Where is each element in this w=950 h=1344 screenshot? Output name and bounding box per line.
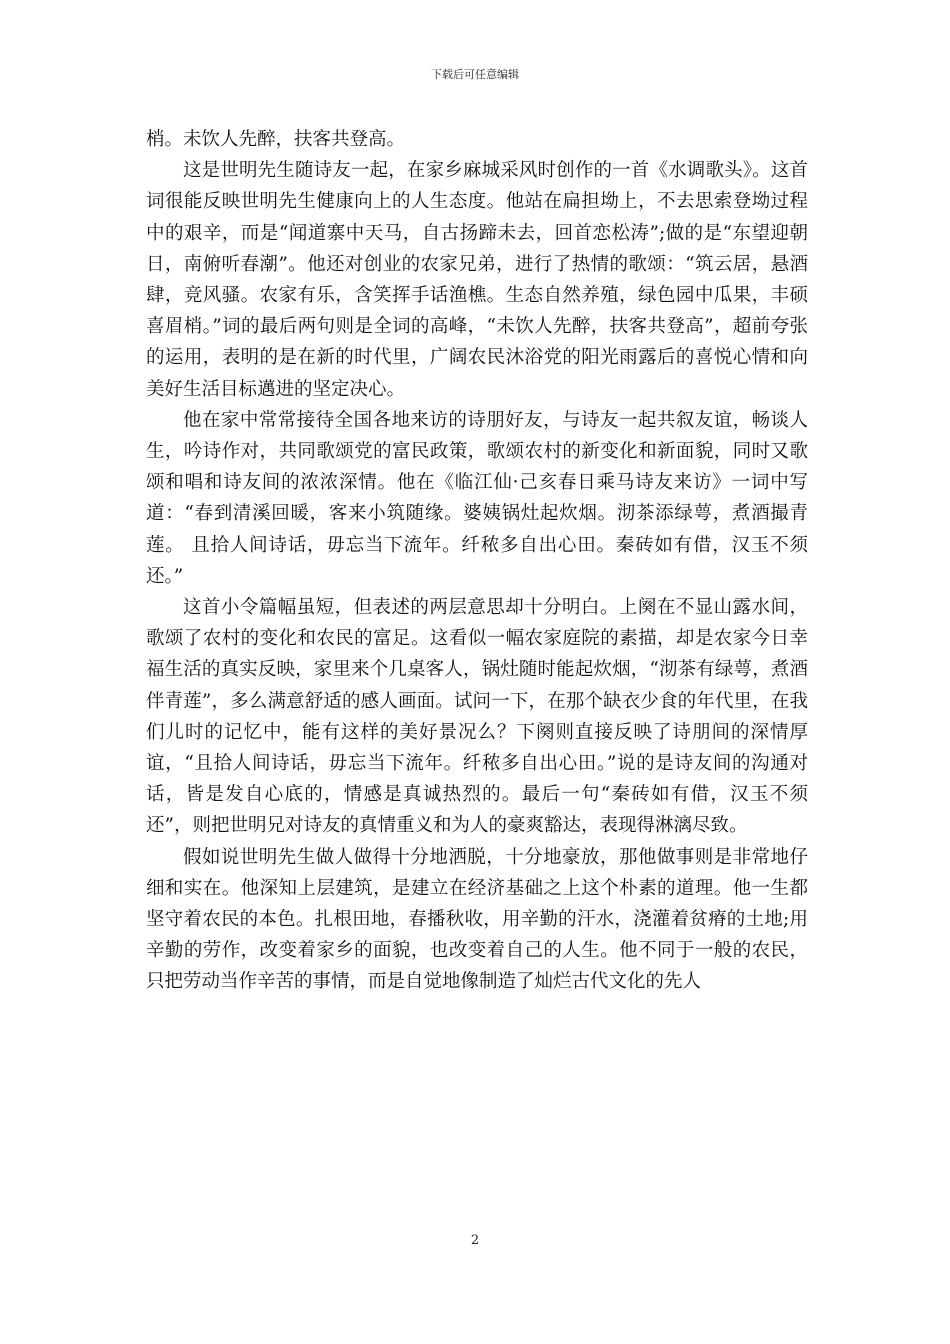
page-header: 下载后可任意编辑 (431, 68, 519, 81)
paragraph-continued: 梢。未饮人先醉，扶客共登高。 (146, 129, 406, 150)
page-number: 2 (470, 1233, 480, 1248)
paragraph: 他在家中常常接待全国各地来访的诗朋好友，与诗友一起共叙友谊，畅谈人生，吟诗作对，共同歌颂党的富民政策，歌颂农村的新变化和新面貌，同时又歌颂和唱和诗友间的浓浓深情。他在《临江仙·己亥春日乘马诗友来访》一词中写道：“春到清溪回暖，客来小筑随缘。婆姨锅灶起炊烟。沏茶添绿萼，煮酒撮青莲。 且拾人间诗话，毋忘当下流年。纤秾多自出心田。秦砖如有借，汉玉不须还。” (146, 409, 808, 587)
document-body (146, 124, 808, 998)
paragraph: 这是世明先生随诗友一起，在家乡麻城采风时创作的一首《水调歌头》。这首词很能反映世明先生健康向上的人生态度。他站在扁担坳上，不去思索登坳过程中的艰辛，而是“闻道寨中天马，自古扬蹄未去，回首恋松涛”;做的是“东望迎朝日，南俯听春潮”。他还对创业的农家兄弟，进行了热情的歌颂：“筑云居，悬酒肆，竞风骚。农家有乐，含笑挥手话渔樵。生态自然养殖，绿色园中瓜果，丰硕喜眉梢。”词的最后两句则是全词的高峰，“未饮人先醉，扶客共登高”，超前夸张的运用，表明的是在新的时代里，广阔农民沐浴党的阳光雨露后的喜悦心情和向美好生活目标邁进的坚定决心。 (146, 160, 808, 400)
paragraph: 这首小令篇幅虽短，但表述的两层意思却十分明白。上阕在不显山露水间，歌颂了农村的变化和农民的富足。这看似一幅农家庭院的素描，却是农家今日幸福生活的真实反映，家里来个几桌客人，锅灶随时能起炊烟，“沏茶有绿萼，煮酒伴青莲”，多么满意舒适的感人画面。试问一下，在那个缺衣少食的年代里，在我们儿时的记忆中，能有这样的美好景况么？下阕则直接反映了诗朋间的深情厚谊，“且拾人间诗话，毋忘当下流年。纤秾多自出心田。”说的是诗友间的沟通对话，皆是发自心底的，情感是真诚热烈的。最后一句“秦砖如有借，汉玉不须还”，则把世明兄对诗友的真情重义和为人的豪爽豁达，表现得淋漓尽致。 (146, 597, 808, 837)
paragraph: 假如说世明先生做人做得十分地洒脱，十分地豪放，那他做事则是非常地仔细和实在。他深知上层建筑，是建立在经济基础之上这个朴素的道理。他一生都坚守着农民的本色。扎根田地，春播秋收，用辛勤的汗水，浇灌着贫瘠的土地;用辛勤的劳作，改变着家乡的面貌，也改变着自己的人生。他不同于一般的农民，只把劳动当作辛苦的事情，而是自觉地像制造了灿烂古代文化的先人 (146, 846, 808, 993)
